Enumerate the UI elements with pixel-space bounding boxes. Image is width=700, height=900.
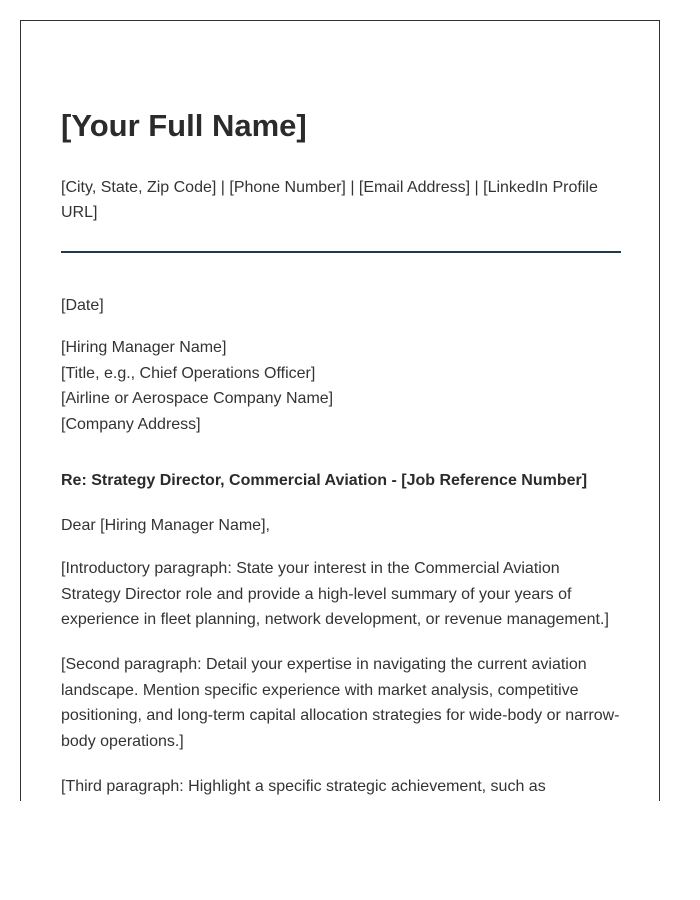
sender-name: [Your Full Name] [61,108,307,143]
salutation: Dear [Hiring Manager Name], [61,517,270,534]
header-divider [61,251,621,253]
paragraph-third: [Third paragraph: Highlight a specific strategic achievement, such as [61,778,546,795]
paragraph-introductory: [Introductory paragraph: State your interest in the Commercial Aviation Strategy Director role and provide a high-level summary of your years of experience in fleet planning, network development, or revenue management.] [61,560,609,628]
recipient-company-address: [Company Address] [61,415,201,433]
recipient-company: [Airline or Aerospace Company Name] [61,390,334,407]
recipient-name: [Hiring Manager Name] [61,339,227,356]
subject-line: Re: Strategy Director, Commercial Aviation - [Job Reference Number] [61,472,588,489]
sender-contact-line: [City, State, Zip Code] | [Phone Number] | [Email Address] | [LinkedIn Profile URL] [61,179,598,221]
paragraph-second: [Second paragraph: Detail your expertise in navigating the current aviation landscape. Mention specific experience with market analysis, competitive positioning, and long-term capital allocation strategies for wide-body or narrow-body operations.] [61,656,620,750]
recipient-address [61,335,621,437]
letter-date: [Date] [61,297,104,314]
recipient-title: [Title, e.g., Chief Operations Officer] [61,364,316,382]
letter-page [20,20,660,801]
